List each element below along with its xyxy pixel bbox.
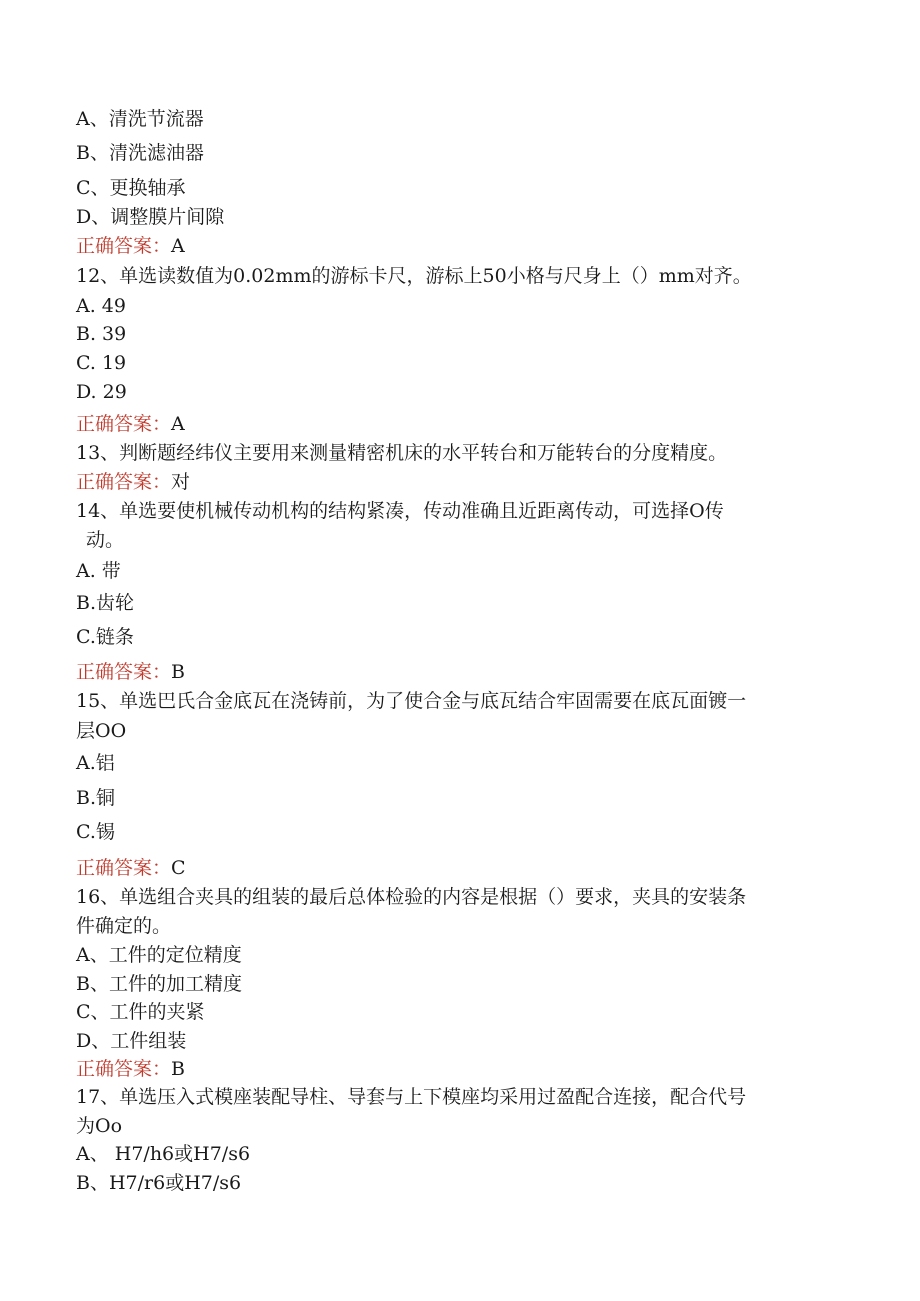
answer-label: 正确答案：: [76, 661, 172, 683]
option-line: A. 带: [76, 560, 121, 582]
answer-label: 正确答案：: [76, 235, 172, 257]
question-13: 13、判断题经纬仪主要用来测量精密机床的水平转台和万能转台的分度精度。: [76, 442, 728, 464]
option-line: C.链条: [76, 626, 134, 648]
option-line: A、清洗节流器: [76, 108, 204, 130]
option-line: C、更换轴承: [76, 177, 186, 199]
question-17-continuation: 为Oo: [76, 1115, 123, 1137]
answer-label: 正确答案：: [76, 1058, 172, 1080]
answer-value: B: [171, 661, 185, 683]
option-line: B.铜: [76, 787, 116, 809]
question-16-continuation: 件确定的。: [76, 915, 172, 937]
question-16: 16、单选组合夹具的组装的最后总体检验的内容是根据（）要求，夹具的安装条: [76, 886, 747, 908]
option-line: A.铝: [76, 752, 115, 774]
question-15-continuation: 层OO: [76, 720, 127, 742]
answer-line: [76, 233, 185, 259]
option-line: A、 H7/h6或H7/s6: [76, 1143, 251, 1165]
answer-label: 正确答案：: [76, 471, 172, 493]
answer-value: C: [171, 857, 186, 879]
question-17: 17、单选压入式模座装配导柱、导套与上下模座均采用过盈配合连接，配合代号: [76, 1086, 747, 1108]
answer-line: [76, 469, 190, 495]
question-15: 15、单选巴氏合金底瓦在浇铸前，为了使合金与底瓦结合牢固需要在底瓦面镀一: [76, 690, 747, 712]
answer-label: 正确答案：: [76, 857, 172, 879]
option-line: C.锡: [76, 821, 115, 843]
option-line: C、工件的夹紧: [76, 1001, 205, 1023]
answer-value: A: [171, 413, 185, 435]
option-line: A、工件的定位精度: [76, 944, 242, 966]
option-line: C. 19: [76, 352, 127, 374]
question-12: 12、单选读数值为0.02mm的游标卡尺，游标上50小格与尺身上（）mm对齐。: [76, 265, 752, 287]
question-14-continuation: 动。: [86, 529, 125, 551]
option-line: B、清洗滤油器: [76, 142, 204, 164]
option-line: B.齿轮: [76, 592, 135, 614]
option-line: B、工件的加工精度: [76, 973, 242, 995]
answer-line: [76, 659, 185, 685]
answer-line: [76, 1056, 185, 1082]
option-line: D、调整膜片间隙: [76, 206, 225, 228]
option-line: D. 29: [76, 381, 127, 403]
question-14: 14、单选要使机械传动机构的结构紧凑，传动准确且近距离传动，可选择O传: [76, 500, 724, 522]
option-line: D、工件组装: [76, 1030, 187, 1052]
answer-line: [76, 411, 185, 437]
answer-value: A: [171, 235, 185, 257]
option-line: B、H7/r6或H7/s6: [76, 1172, 242, 1194]
option-line: B. 39: [76, 323, 127, 345]
answer-value: B: [171, 1058, 185, 1080]
answer-line: [76, 855, 186, 881]
answer-label: 正确答案：: [76, 413, 172, 435]
option-line: A. 49: [76, 295, 126, 317]
answer-value: 对: [171, 471, 191, 493]
